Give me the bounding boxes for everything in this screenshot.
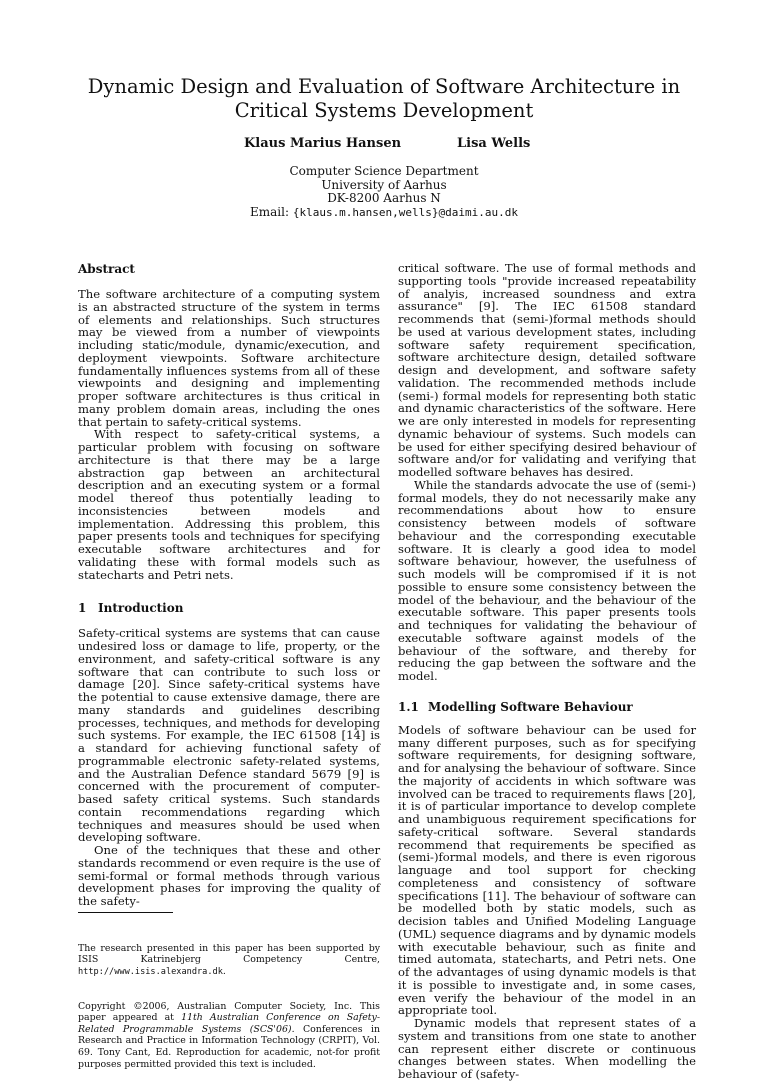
- left-column: [78, 262, 380, 1070]
- copyright-notice: [78, 1001, 380, 1071]
- subsection-heading: [398, 700, 696, 714]
- author-name: Lisa Wells: [457, 136, 531, 151]
- affiliation-university: University of Aarhus: [321, 177, 447, 192]
- email-label: Email:: [250, 204, 293, 219]
- affiliation-address: DK-8200 Aarhus N: [327, 191, 441, 205]
- author-list: [0, 136, 768, 154]
- copyright-prefix: Copyright ©2006, Australian Computer Society, Inc. This paper appeared at: [78, 1000, 380, 1024]
- subsection-number: 1.1: [398, 699, 419, 714]
- section-heading-introduction: [78, 601, 380, 615]
- affiliation: [0, 165, 768, 219]
- affiliation-email-line: [0, 206, 768, 220]
- body-paragraph: Models of software behaviour can be used for many different purposes, such as for specifying software requirements, for designing software, and for analysing the behaviour of software. Since the majority of accidents in which software was involved can be traced to requirements flaws [20], it is of particular importance to develop complete and unambiguous requirement specifications for safety-critical software. Several standards recommend that requirements be specified as (semi-)formal models, and there is even rigorous language and tool support for checking completeness and consistency of software specifications [11]. The behaviour of software can be modelled both by static models, such as decision tables and Unified Modeling Language (UML) sequence diagrams and by dynamic models with executable behaviour, such as finite and timed automata, statecharts, and Petri nets. One of the advantages of using dynamic models is that it is possible to investigate and, in some cases, even verify the behaviour of the model in an appropriate tool.: [398, 722, 696, 1018]
- footnote-url: http://www.isis.alexandra.dk: [78, 966, 223, 977]
- body-paragraph: One of the techniques that these and other standards recommend or even require is the use of semi-formal or formal methods through various development phases for improving the quality of the safety-: [78, 843, 380, 908]
- research-footnote: [78, 943, 380, 979]
- abstract-paragraph: With respect to safety-critical systems, a particular problem with focusing on software architecture is that there may be a large abstraction gap between an architectural description and an executing system or a formal model thereof thus potentially leading to inconsistencies between models and implementation. Addressing this problem, this paper presents tools and techniques for specifying executable software architectures and for validating these with formal models such as statecharts and Petri nets.: [78, 427, 380, 582]
- footnote-text: The research presented in this paper has been supported by ISIS Katrinebjerg Competency Centre,: [78, 942, 380, 966]
- copyright-series: . Conferences in Research and Practice in Information Technology (CRPIT), Vol. 69. Tony Cant, Ed. Reproduction for academic, not-for profit purposes permitted provided this text is included.: [78, 1023, 381, 1070]
- abstract-heading: Abstract: [78, 262, 135, 276]
- body-paragraph: Dynamic models that represent states of a system and transitions from one state to another can represent either discrete or continuous changes between states. When modelling the behaviour of (safety-: [398, 1016, 696, 1081]
- abstract-paragraph: The software architecture of a computing system is an abstracted structure of the system in terms of elements and relationships. Such structures may be viewed from a number of viewpoints including static/module, dynamic/execution, and deployment viewpoints. Software architecture fundamentally influences systems from all of these viewpoints and designing and implementing proper software architectures is thus critical in many problem domain areas, including the ones that pertain to safety-critical systems.: [78, 287, 380, 429]
- right-column: [398, 262, 696, 1081]
- section-number: 1: [78, 601, 87, 616]
- body-paragraph: critical software. The use of formal methods and supporting tools "provide increased repeatability of analyis, increased soundness and extra assurance" [9]. The IEC 61508 standard recommends that (semi-)formal methods should be used at various development states, including software safety requirement specification, software architecture design, detailed software design and development, and software safety validation. The recommended methods include (semi-) formal models for representing both static and dynamic characteristics of the software. Here we are only interested in models for representing dynamic behaviour of systems. Such models can be used for either specifying desired behaviour of software and/or for validating and verifying that modelled software behaves has desired.: [398, 261, 696, 479]
- author-name: Klaus Marius Hansen: [244, 136, 402, 151]
- footnote-rule: [78, 912, 173, 913]
- paper-title: Dynamic Design and Evaluation of Software Architecture in Critical Systems Development: [87, 75, 681, 122]
- body-paragraph: While the standards advocate the use of (semi-) formal models, they do not necessarily make any recommendations about how to ensure consistency between models of software behaviour and the corresponding executable software. It is clearly a good idea to model software behaviour, however, the usefulness of such models will be compromised if it is not possible to ensure some consistency between the model of the behaviour, and the behaviour of the executable software. This paper presents tools and techniques for validating the behaviour of executable software against models of the behaviour of the software, and thereby for reducing the gap between the software and the model.: [398, 477, 696, 683]
- email-address: {klaus.m.hansen,wells}@daimi.au.dk: [292, 205, 518, 219]
- subsection-title: Modelling Software Behaviour: [428, 699, 633, 714]
- body-paragraph: Safety-critical systems are systems that can cause undesired loss or damage to life, property, or the environment, and safety-critical software is any software that can contribute to such loss or damage [20]. Since safety-critical systems have the potential to cause extensive damage, there are many standards and guidelines describing processes, techniques, and methods for developing such systems. For example, the IEC 61508 [14] is a standard for achieving functional safety of programmable electronic safety-related systems, and the Australian Defence standard 5679 [9] is concerned with the procurement of computer-based safety critical systems. Such standards contain recommendations regarding which techniques and measures should be used when developing software.: [78, 626, 380, 845]
- conference-name: 11th Australian Conference on Safety-Related Programmable Systems (SCS'06): [78, 1012, 380, 1035]
- footnote-end: .: [222, 965, 226, 977]
- affiliation-department: Computer Science Department: [289, 164, 479, 178]
- section-title: Introduction: [98, 601, 184, 616]
